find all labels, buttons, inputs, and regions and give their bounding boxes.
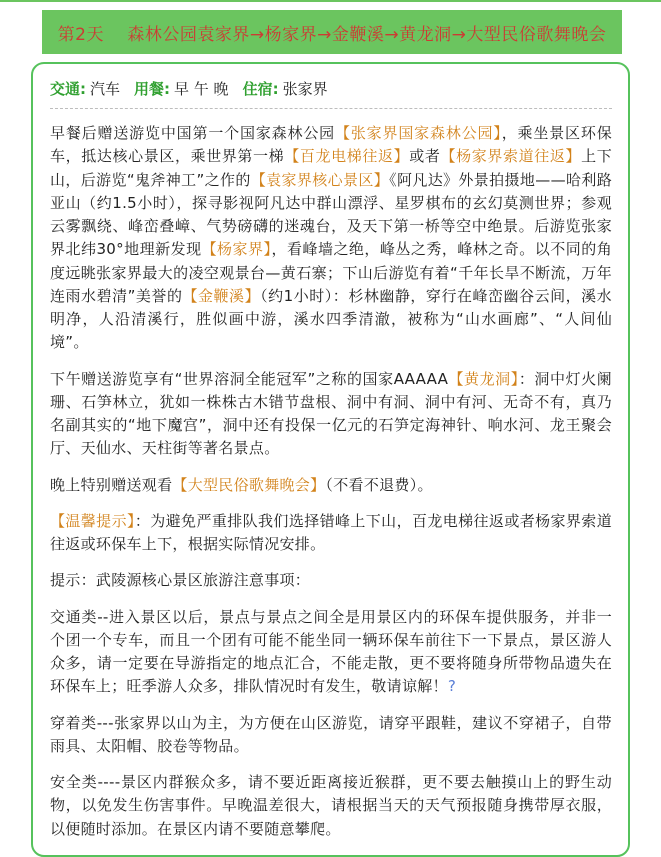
transport-value: 汽车 [90, 80, 121, 98]
body-text: ：洞中灯火阑珊、石笋林立，犹如一株株古木错节盘根、洞中有洞、洞中有河、无奇不有，真乃名副其实的“地下魔宫”，洞中还有投保一亿元的石笋定海神针、响水河、龙王聚会厅、天仙水、天柱街等著名景点。 [50, 369, 612, 458]
top-divider [0, 0, 661, 2]
body-text: 或者 [409, 147, 441, 166]
body-text: 上下山，后游览“鬼斧神工”之作的 [50, 147, 612, 189]
highlight-text: 【杨家界索道往返】 [440, 147, 582, 166]
meals-value: 早 午 晚 [174, 80, 229, 98]
highlight-text: 【金鞭溪】 [182, 286, 261, 305]
body-text: ：为避免严重排队我们选择错峰上下山，百龙电梯往返或者杨家界索道往返或环保车上下，根据实际情况安排。 [50, 511, 612, 553]
highlight-text: 【温馨提示】 [50, 511, 135, 530]
itinerary-paragraph [50, 122, 612, 355]
body-text: 安全类----景区内群猴众多，请不要近距离接近猴群，更不要去触摸山上的野生动物，以免发生伤害事件。早晚温差很大，请根据当天的天气预报随身携带厚衣服，以便随时添加。在景区内请不要随意攀爬。 [50, 773, 612, 838]
body-text: ，乘坐景区环保车，抵达核心景区，乘世界第一梯 [50, 124, 612, 166]
trip-meta-line [50, 72, 612, 109]
body-text: 下午赠送游览享有“世界溶洞全能冠军”之称的国家AAAAA [50, 369, 449, 388]
body-text: 穿着类---张家界以山为主，为方便在山区游览，请穿平跟鞋，建议不穿裙子，自带雨具、太阳帽、胶卷等物品。 [50, 713, 612, 755]
lodging-value: 张家界 [282, 80, 328, 98]
highlight-text: 【张家界国家森林公园】 [335, 124, 502, 142]
body-text: （约1小时）：杉林幽静，穿行在峰峦幽谷云间，溪水明净，人沿清溪行，胜似画中游，溪水四季清澈，被称为“山水画廊”、“人间仙境”。 [50, 286, 612, 352]
itinerary-paragraph [50, 771, 612, 841]
body-text: 提示：武陵源核心景区旅游注意事项： [50, 571, 311, 590]
highlight-text: 【袁家界核心景区】 [250, 170, 390, 189]
body-text: （不看不退费）。 [325, 475, 433, 494]
itinerary-card [31, 62, 630, 857]
itinerary-paragraphs [50, 122, 612, 841]
highlight-text: 【黄龙洞】 [448, 369, 519, 388]
day-title: 第2天 森林公园袁家界→杨家界→金鞭溪→黄龙洞→大型民俗歌舞晚会 [57, 24, 607, 45]
body-text: 《阿凡达》外景拍摄地——哈利路亚山（约1.5小时），探寻影视阿凡达中群山漂浮、星罗棋布的玄幻莫测世界；参观云雾飘绕、峰峦叠嶂、气势磅礴的迷魂台，及天下第一桥等空中绝景。后游览张家界北纬30°地理新发现 [50, 170, 612, 259]
itinerary-paragraph [50, 368, 612, 461]
body-text: 早餐后赠送游览中国第一个国家森林公园 [50, 124, 336, 142]
itinerary-paragraph [50, 510, 612, 557]
highlight-text: 【百龙电梯往返】 [284, 147, 410, 166]
highlight-text: 【杨家界】 [201, 240, 272, 259]
itinerary-paragraph [50, 606, 612, 699]
body-text: 交通类--进入景区以后，景点与景点之间全是用景区内的环保车提供服务，并非一个团一个专车，而且一个团有可能不能坐同一辆环保车前往下一下景点，景区游人众多，请一定要在导游指定的地点汇合，不能走散，更不要将随身所带物品遗失在环保车上；旺季游人众多，排队情况时有发生，敬请谅解！ [50, 607, 612, 696]
lodging-label: 住宿: [242, 80, 279, 98]
body-text: 晚上特别赠送观看 [50, 475, 173, 494]
body-text: ? [447, 677, 457, 696]
highlight-text: 【大型民俗歌舞晚会】 [172, 475, 326, 494]
body-text: ，看峰墙之绝，峰丛之秀，峰林之奇。以不同的角度远眺张家界最大的凌空观景台—黄石寨；下山后游览有着“千年长旱不断流，万年连雨水碧清”美誉的 [50, 240, 612, 305]
itinerary-paragraph [50, 712, 612, 759]
itinerary-paragraph [50, 474, 612, 497]
transport-label: 交通: [50, 80, 86, 98]
meals-label: 用餐: [134, 80, 171, 98]
itinerary-paragraph [50, 569, 612, 592]
day-header-bar [42, 10, 622, 54]
